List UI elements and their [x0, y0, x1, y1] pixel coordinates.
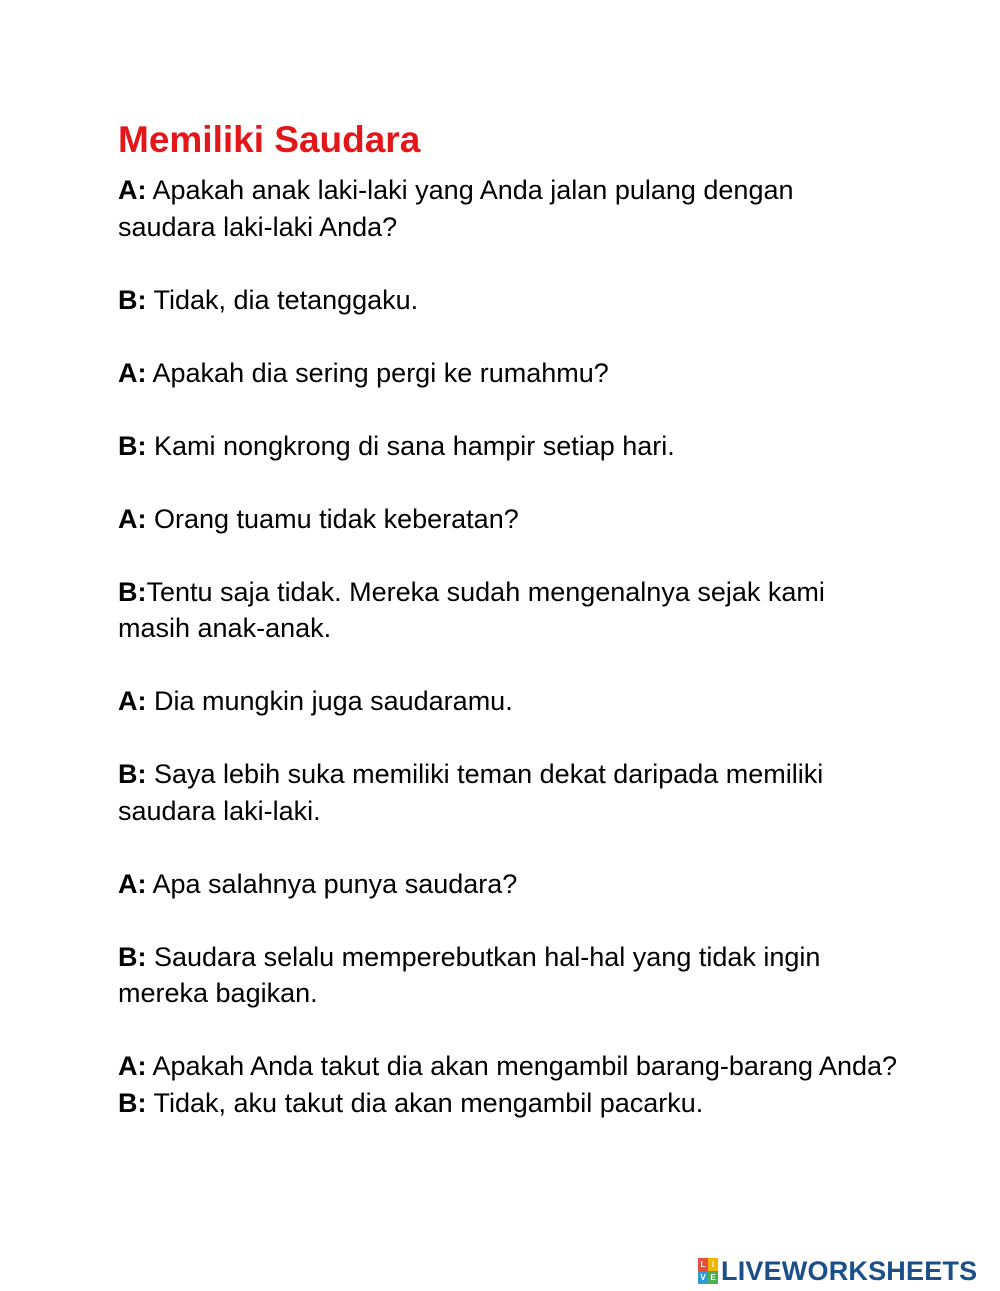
dialogue-line — [118, 355, 898, 392]
dialogue-text: Kami nongkrong di sana hampir setiap hari. — [146, 430, 675, 461]
logo-letter-i: I — [708, 1258, 718, 1271]
dialogue-line — [118, 756, 898, 829]
dialogue-line — [118, 282, 898, 319]
dialogue-text: Dia mungkin juga saudaramu. — [146, 686, 513, 716]
dialogue-text: Tentu saja tidak. Mereka sudah mengenalnya sejak kami masih anak-anak. — [118, 576, 825, 643]
dialogue-text: Saya lebih suka memiliki teman dekat daripada memiliki saudara laki-laki. — [118, 759, 824, 826]
speaker-label: A: — [118, 357, 147, 388]
worksheet-page — [118, 112, 898, 1121]
speaker-label: B: — [118, 576, 147, 607]
dialogue-line — [118, 574, 898, 647]
speaker-label: B: — [118, 430, 147, 461]
speaker-label: B: — [118, 759, 147, 789]
liveworksheets-watermark — [698, 1256, 977, 1286]
speaker-label: A: — [118, 686, 147, 716]
page-title: Memiliki Saudara — [118, 119, 421, 160]
speaker-label: A: — [118, 175, 147, 205]
dialogue-text: Apakah dia sering pergi ke rumahmu? — [146, 357, 609, 388]
dialogue-text: Tidak, aku takut dia akan mengambil pacarku. — [146, 1087, 704, 1118]
dialogue-line — [118, 683, 898, 720]
speaker-label: A: — [118, 503, 147, 534]
dialogue-line — [118, 866, 898, 903]
dialogue-line — [118, 1085, 898, 1122]
dialogue-text: Apakah anak laki-laki yang Anda jalan pulang dengan saudara laki-laki Anda? — [118, 175, 794, 242]
brand-name: LIVEWORKSHEETS — [721, 1256, 978, 1286]
speaker-label: A: — [118, 868, 147, 899]
dialogue-text: Saudara selalu memperebutkan hal-hal yang tidak ingin mereka bagikan. — [118, 941, 821, 1008]
logo-letter-v: V — [698, 1271, 708, 1284]
dialogue-text: Tidak, dia tetanggaku. — [146, 284, 419, 315]
speaker-label: B: — [118, 941, 147, 972]
speaker-label: B: — [118, 1087, 147, 1118]
dialogue — [118, 172, 898, 1121]
dialogue-text: Apa salahnya punya saudara? — [146, 868, 518, 899]
dialogue-line — [118, 172, 898, 245]
dialogue-text: Apakah Anda takut dia akan mengambil barang-barang Anda? — [146, 1051, 898, 1081]
dialogue-line — [118, 428, 898, 465]
dialogue-line — [118, 1048, 898, 1085]
dialogue-line — [118, 501, 898, 538]
dialogue-line — [118, 939, 898, 1012]
logo-letter-l: L — [698, 1258, 708, 1271]
speaker-label: A: — [118, 1051, 147, 1081]
speaker-label: B: — [118, 284, 147, 315]
logo-letter-e: E — [708, 1271, 718, 1284]
liveworksheets-logo-icon — [698, 1258, 718, 1284]
dialogue-text: Orang tuamu tidak keberatan? — [146, 503, 519, 534]
